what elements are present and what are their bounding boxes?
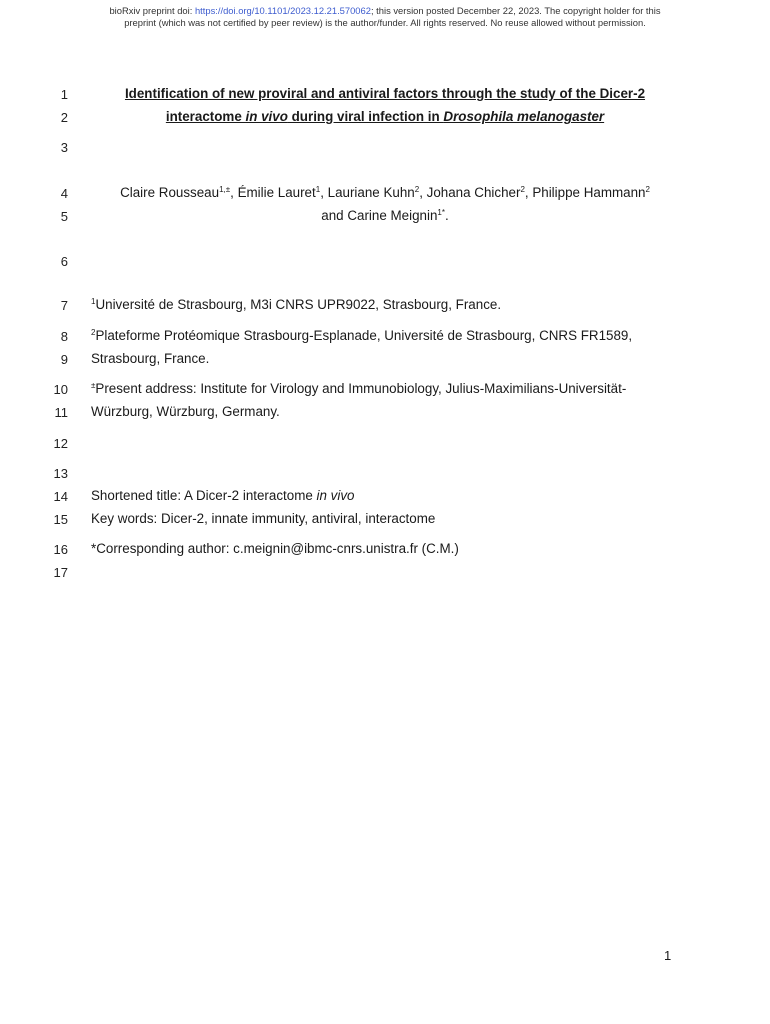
banner-line-1: bioRxiv preprint doi: https://doi.org/10.1101/2023.12.21.570062; this version posted December 22, 2023. The copyright holder for this [109,5,661,16]
line-number: 14 [53,489,68,504]
line-number: 5 [60,209,68,224]
line-number: 9 [60,352,68,367]
line-number: 6 [60,254,68,269]
line-number: 16 [53,542,68,557]
page-number: 1 [664,948,672,963]
line-number: 15 [53,512,68,527]
line-number: 13 [53,466,68,481]
line-number: 8 [60,329,68,344]
line-number: 2 [60,110,68,125]
line-number: 12 [53,436,68,451]
affiliation-3: ±Present address: Institute for Virology and Immunobiology, Julius-Maximilians-Universität- [91,381,627,396]
line-number: 7 [60,298,68,313]
paper-title-line-1: Identification of new proviral and antiviral factors through the study of the Dicer-2 [124,86,646,101]
affiliation-2-continued: Strasbourg, France. [91,351,210,366]
shortened-title: Shortened title: A Dicer-2 interactome in vivo [91,488,355,503]
line-number: 3 [60,140,68,155]
line-number: 10 [53,382,68,397]
author-list-continued: and Carine Meignin$^{1*}$. [321,208,449,223]
corresponding-author: *Corresponding author: c.meignin@ibmc-cnrs.unistra.fr (C.M.) [91,541,459,556]
line-number: 17 [53,565,68,580]
author-list: Claire Rousseau$^{1,\pm}$, Émilie Lauret$^1$, Lauriane Kuhn$^2$, Johana Chicher$^2$, Philippe Hammann$^2$ [120,185,650,200]
affiliation-1: $^1$Université de Strasbourg, M3i CNRS UPR9022, Strasbourg, France. [91,297,502,312]
affiliation-2: $^2$Plateforme Protéomique Strasbourg-Esplanade, Université de Strasbourg, CNRS FR1589, [91,328,633,343]
preprint-banner [0,5,770,28]
keywords: Key words: Dicer-2, innate immunity, antiviral, interactome [91,511,436,526]
doi-link[interactable]: https://doi.org/10.1101/2023.12.21.570062 [194,5,371,16]
line-number: 4 [60,186,68,201]
affiliation-3-continued: Würzburg, Würzburg, Germany. [91,404,280,419]
line-number: 11 [54,405,68,420]
paper-title-line-2: interactome in vivo during viral infection in Drosophila melanogaster [165,109,605,124]
banner-line-2: preprint (which was not certified by peer review) is the author/funder. All rights reserved. No reuse allowed without permission. [124,16,646,28]
line-number: 1 [60,87,68,102]
